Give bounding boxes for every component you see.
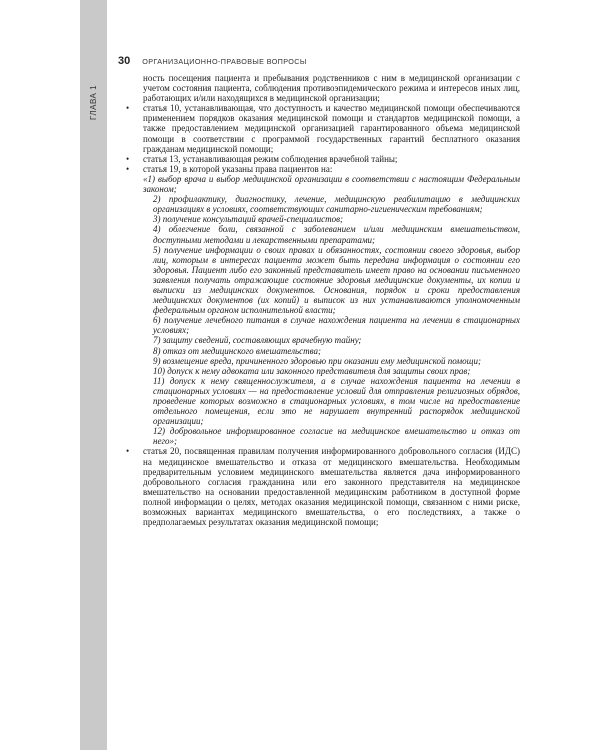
quote-item: 5) получение информации о своих правах и обязанностях, состоянии своего здоровья, выбор лиц, которым в интересах пациента может быть передана информация о состоянии его здоровья. Пациент либо его законный представитель имеет право на основании письменного заявления получать отражающие состояние здоровья медицинские документы, их копии и выписки из медицинских документов. Основания, порядок и сроки предоставления медицинских документов (их копий) и выписок из них устанавливаются уполномоченным федеральным органом исполнительной власти; [153,244,520,316]
page-number: 30 [118,55,131,67]
quote-item: 12) добровольное информированное согласие на медицинское вмешательство и отказ от него»; [153,426,520,447]
bullet-text: статья 20, посвященная правилам получения информированного добровольного согласия (ИДС) на медицинское вмешательство и отказа от медицинского вмешательства. Необходимым предварительным условием медицинского вмешательства является дача информированного добровольного согласия гражданина или его законного представителя на медицинское вмешательство на основании предоставленной медицинским работником в доступной форме полной информации о целях, методах оказания медицинской помощи, связанном с ними риске, возможных вариантах медицинского вмешательства, о его последствиях, а также о предполагаемых результатах оказания медицинской помощи; [143,446,520,528]
quote-item: 9) возмещение вреда, причиненного здоровью при оказании ему медицинской помощи; [153,355,481,366]
bullet-icon: • [126,153,130,164]
quote-item: 10) допуск к нему адвоката или законного представителя для защиты своих прав; [153,365,471,376]
quote-item: 8) отказ от медицинского вмешательства; [153,345,321,356]
bullet-item [118,103,520,153]
bullet-text: статья 10, устанавливающая, что доступность и качество медицинской помощи обеспечиваются применением порядков оказания медицинской помощи и стандартов медицинской помощи, а также предоставлением медицинской организацией гарантированного объема медицинской помощи в соответствии с программой государственных гарантий бесплатного оказания гражданам медицинской помощи; [143,103,520,154]
chapter-side-tab [80,0,107,750]
bullet-item [118,164,520,174]
bullet-icon: • [126,163,130,174]
quote-item: 11) допуск к нему священнослужителя, а в случае нахождения пациента на лечении в стационарных условиях — на предоставление условий для отправления религиозных обрядов, проведение которых возможно в стационарных условиях, в том числе на предоставление отдельного помещения, если это не нарушает внутренний распорядок медицинской организации; [153,375,520,427]
quote-item: 2) профилактику, диагностику, лечение, медицинскую реабилитацию в медицинских организациях в условиях, соответствующих санитарно-гигиеническим требованиям; [153,194,520,215]
chapter-label: ГЛАВА 1 [89,84,99,120]
bullet-icon: • [126,446,130,457]
chapter-label-box [80,72,107,132]
patient-rights-quote [118,174,520,447]
bullet-text: статья 13, устанавливающая режим соблюдения врачебной тайны; [143,153,398,164]
running-head: ОРГАНИЗАЦИОННО-ПРАВОВЫЕ ВОПРОСЫ [142,57,307,66]
quote-item: 4) облегчение боли, связанной с заболеванием и/или медицинским вмешательством, доступными методами и лекарственными препаратами; [153,224,520,245]
quote-item: 6) получение лечебного питания в случае нахождения пациента на лечении в стационарных условиях; [153,315,520,336]
bullet-item [118,154,520,164]
page-header [118,55,518,69]
bullet-text: статья 19, в которой указаны права пациентов на: [143,163,333,174]
bullet-item [118,446,520,527]
bullet-icon: • [126,103,130,114]
quote-item: 7) защиту сведений, составляющих врачебную тайну; [153,335,362,346]
body-text [118,73,520,527]
quote-item: «1) выбор врача и выбор медицинской организации в соответствии с настоящим Федеральным законом; [143,173,520,195]
continuation-paragraph: ность посещения пациента и пребывания родственников с ним в медицинской организации с учетом состояния пациента, соблюдения противоэпидемического режима и интересов иных лиц, работающих и/или находящихся в медицинской организации; [143,73,520,104]
quote-item: 3) получение консультаций врачей-специалистов; [153,214,343,225]
